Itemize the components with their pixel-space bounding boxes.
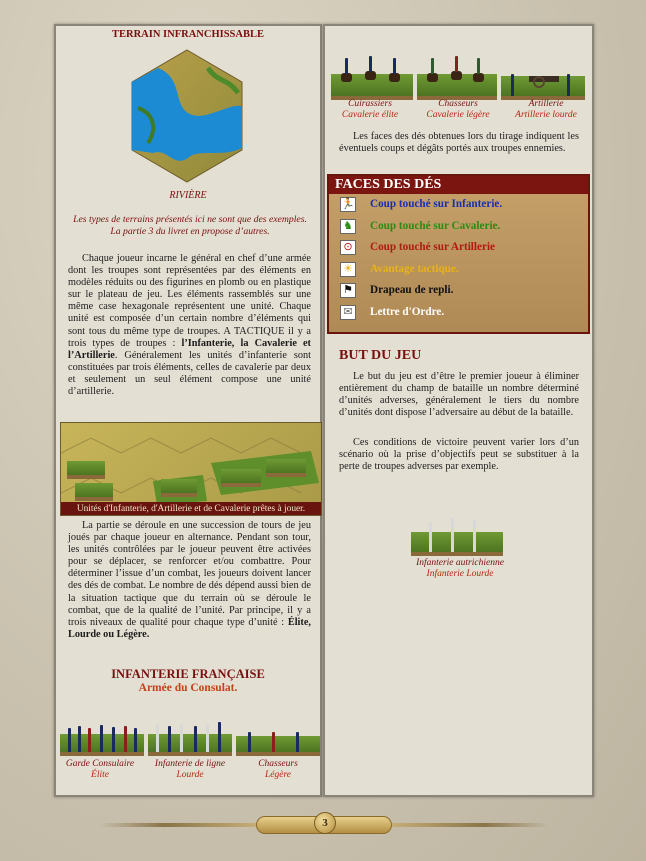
infantry-subtitle: Armée du Consulat. — [138, 682, 238, 694]
dice-intro: Les faces des dés obtenues lors du tirage indiquent les éventuels coups et dégâts portés aux troupes ennemies. — [339, 131, 579, 155]
troop-types: l’Infanterie, la Cavalerie et l’Artillerie — [68, 337, 311, 361]
goal-paragraph-2: Ces conditions de victoire peuvent varier lors d’un scénario où la prise d’objectifs peut se substituer à la perte de troupes adverses par exemple. — [339, 437, 579, 473]
unit-quality: Cavalerie légère — [426, 110, 490, 120]
left-column — [54, 24, 322, 797]
face-order — [329, 302, 588, 324]
intro-text-a: Chaque joueur incarne le général en chef d’une armée dont les troupes sont représentées par des éléments en modèles réduits ou des figurines en plomb ou en plastique sur le plateau de jeu. Les éléments rassemblés sur une même case hexagonale représentent une unité. Chaque unité est composée d’un certain nombre d’éléments qui sont tous du même type de troupes. A TACTIQUE il y a trois types de troupes : — [68, 253, 311, 349]
face-label: Lettre d'Ordre. — [370, 305, 445, 318]
face-tactical — [329, 259, 588, 281]
photo-caption: Unités d'Infanterie, d'Artillerie et de Cavalerie prêtes à jouer. — [76, 504, 306, 514]
dice-faces-panel — [327, 174, 590, 334]
unit-caption-artillerie — [501, 99, 591, 121]
face-label: Avantage tactique. — [370, 262, 459, 275]
terrain-note: Les types de terrains présentés ici ne sont que des exemples. La partie 3 du livret en propose d’autres. — [73, 214, 307, 237]
cavalry-icon: ♞ — [340, 219, 356, 234]
goal-title: BUT DU JEU — [339, 348, 422, 363]
cavalry-stand-2 — [266, 459, 306, 477]
artillery-icon: ⊙ — [340, 240, 356, 255]
artillery-stand — [161, 479, 197, 497]
unit-quality: Artillerie lourde — [515, 110, 577, 120]
unit-name: Infanterie autrichienne — [416, 558, 504, 568]
flag-icon: ⚑ — [340, 283, 356, 298]
footer-bar-left — [100, 823, 260, 827]
infantry-title: INFANTERIE FRANÇAISE — [111, 667, 265, 681]
unit-name: Artillerie — [528, 99, 564, 109]
unit-name: Garde Consulaire — [65, 759, 135, 769]
austrian-infantry-miniature — [411, 496, 503, 556]
dice-faces-title: FACES DES DÉS — [335, 177, 442, 192]
unit-quality: Légère — [264, 770, 292, 780]
sun-icon: ☀ — [340, 262, 356, 277]
river-hex-tile — [128, 48, 246, 184]
page-number-badge — [314, 812, 336, 834]
unit-name: Cuirassiers — [348, 99, 392, 109]
unit-name: Chasseurs — [258, 759, 298, 769]
unit-caption-ligne — [144, 759, 236, 781]
infantry-stand-1 — [67, 461, 105, 479]
page-footer — [100, 812, 548, 838]
turns-text: La partie se déroule en une succession de tours de jeu joués par chaque joueur en alternance. Pendant son tour, les unités contrôlées par le joueur peuvent être activées pour se déplacer, se renforcer et/ou combattre. Pour déterminer l’issue d’un combat, les joueurs doivent lancer des dés de combat. Le nombre de dés dépend aussi bien de la situation tactique que du terrain où se déroule le combat, que de la qualité de l’unité. Par principe, il y a trois niveaux de qualité pour chaque type d’unité : — [68, 520, 311, 628]
unit-quality: Lourde — [176, 770, 204, 780]
dice-faces-header — [329, 176, 588, 194]
face-label: Drapeau de repli. — [370, 284, 454, 296]
austrian-caption — [385, 558, 535, 580]
infantry-stand-2 — [75, 483, 113, 501]
face-retreat — [329, 280, 588, 302]
turns-paragraph — [68, 520, 311, 641]
unit-name: Chasseurs — [438, 99, 478, 109]
infantry-icon: 🏃 — [341, 198, 355, 210]
quality-levels: Élite, Lourde ou Légère. — [68, 616, 311, 640]
unit-caption-chasseurs — [236, 759, 320, 781]
face-label: Coup touché sur Cavalerie. — [370, 219, 501, 232]
infanterie-ligne-miniature — [148, 708, 232, 756]
face-label: Coup touché sur Infanterie. — [370, 198, 503, 210]
units-board-photo — [60, 422, 322, 516]
chasseurs-miniature — [236, 720, 320, 756]
unit-quality: Cavalerie élite — [341, 110, 399, 120]
intro-paragraph — [68, 253, 311, 398]
face-artillery — [329, 237, 588, 259]
page-number: 3 — [322, 817, 328, 829]
envelope-icon: ✉ — [340, 305, 356, 320]
unit-caption-chasseurs-cav — [413, 99, 503, 121]
cuirassiers-miniature — [331, 34, 413, 100]
face-label: Coup touché sur Artillerie — [370, 241, 496, 253]
artillerie-miniature — [501, 50, 585, 100]
footer-bar-right — [388, 823, 548, 827]
terrain-title: TERRAIN INFRANCHISSABLE — [112, 29, 264, 40]
intro-text-c: . Généralement les unités d’infanterie sont constituées par trois éléments, celles de cavalerie par deux et seulement un seul élément compose une unité d’artillerie. — [68, 349, 311, 398]
chasseurs-cheval-miniature — [417, 34, 497, 100]
cavalry-stand-1 — [221, 469, 261, 487]
unit-caption-cuirassiers — [325, 99, 415, 121]
unit-quality: Élite — [91, 770, 109, 780]
goal-paragraph-1: Le but du jeu est d’être le premier joueur à éliminer entièrement du champ de bataille un nombre déterminé d’unités adverses, généralement le tiers du nombre d’unités dont dispose l’adversaire au début de la bataille. — [339, 371, 579, 419]
terrain-caption: RIVIÈRE — [169, 190, 207, 201]
garde-consulaire-miniature — [60, 710, 144, 756]
unit-name: Infanterie de ligne — [154, 759, 226, 769]
unit-caption-garde — [56, 759, 144, 781]
face-cavalry — [329, 216, 588, 238]
right-column — [323, 24, 594, 797]
unit-quality: Infanterie Lourde — [426, 569, 494, 579]
face-infantry — [329, 194, 588, 216]
